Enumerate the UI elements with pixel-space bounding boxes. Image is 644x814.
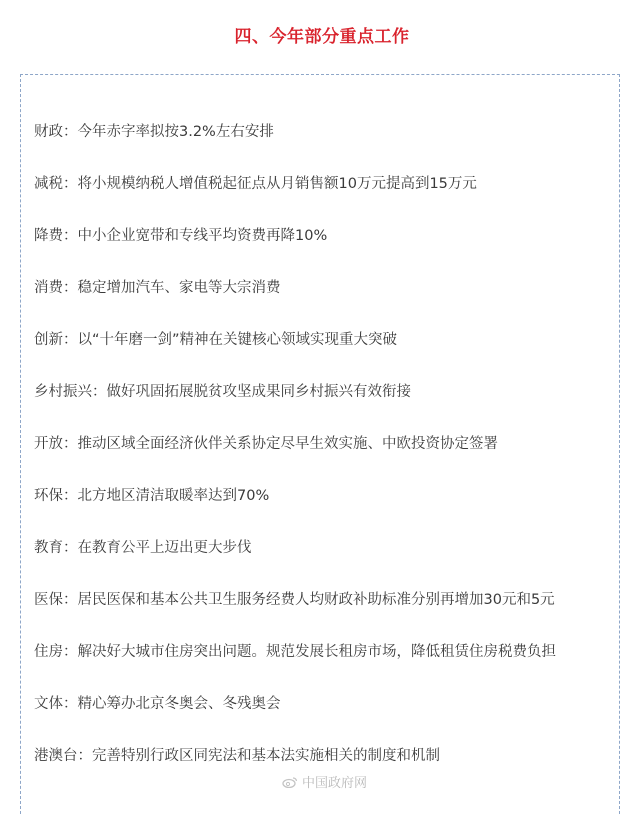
- list-item: 环保：北方地区清洁取暖率达到70%: [34, 488, 270, 504]
- list-item: 住房：解决好大城市住房突出问题。规范发展长租房市场，降低租赁住房税费负担: [34, 644, 556, 660]
- watermark: [282, 772, 367, 791]
- list-item: 消费：稳定增加汽车、家电等大宗消费: [34, 280, 281, 296]
- list-item: 降费：中小企业宽带和专线平均资费再降10%: [34, 228, 328, 244]
- watermark-text: 中国政府网: [302, 776, 368, 791]
- list-item: 港澳台：完善特别行政区同宪法和基本法实施相关的制度和机制: [34, 748, 440, 764]
- weibo-icon: [282, 776, 298, 788]
- list-item: 开放：推动区域全面经济伙伴关系协定尽早生效实施、中欧投资协定签署: [34, 436, 498, 452]
- list-item: 医保：居民医保和基本公共卫生服务经费人均财政补助标准分别再增加30元和5元: [34, 592, 555, 608]
- list-item: 乡村振兴：做好巩固拓展脱贫攻坚成果同乡村振兴有效衔接: [34, 384, 411, 400]
- list-item: 文体：精心筹办北京冬奥会、冬残奥会: [34, 696, 281, 712]
- list-item: 财政：今年赤字率拟按3.2%左右安排: [34, 124, 274, 140]
- list-item: 减税：将小规模纳税人增值税起征点从月销售额10万元提高到15万元: [34, 176, 477, 192]
- list-item: 创新：以“十年磨一剑”精神在关键核心领域实现重大突破: [34, 332, 398, 348]
- section-title: 四、今年部分重点工作: [234, 27, 410, 47]
- key-work-list: [34, 121, 556, 797]
- list-item: 教育：在教育公平上迈出更大步伐: [34, 540, 252, 556]
